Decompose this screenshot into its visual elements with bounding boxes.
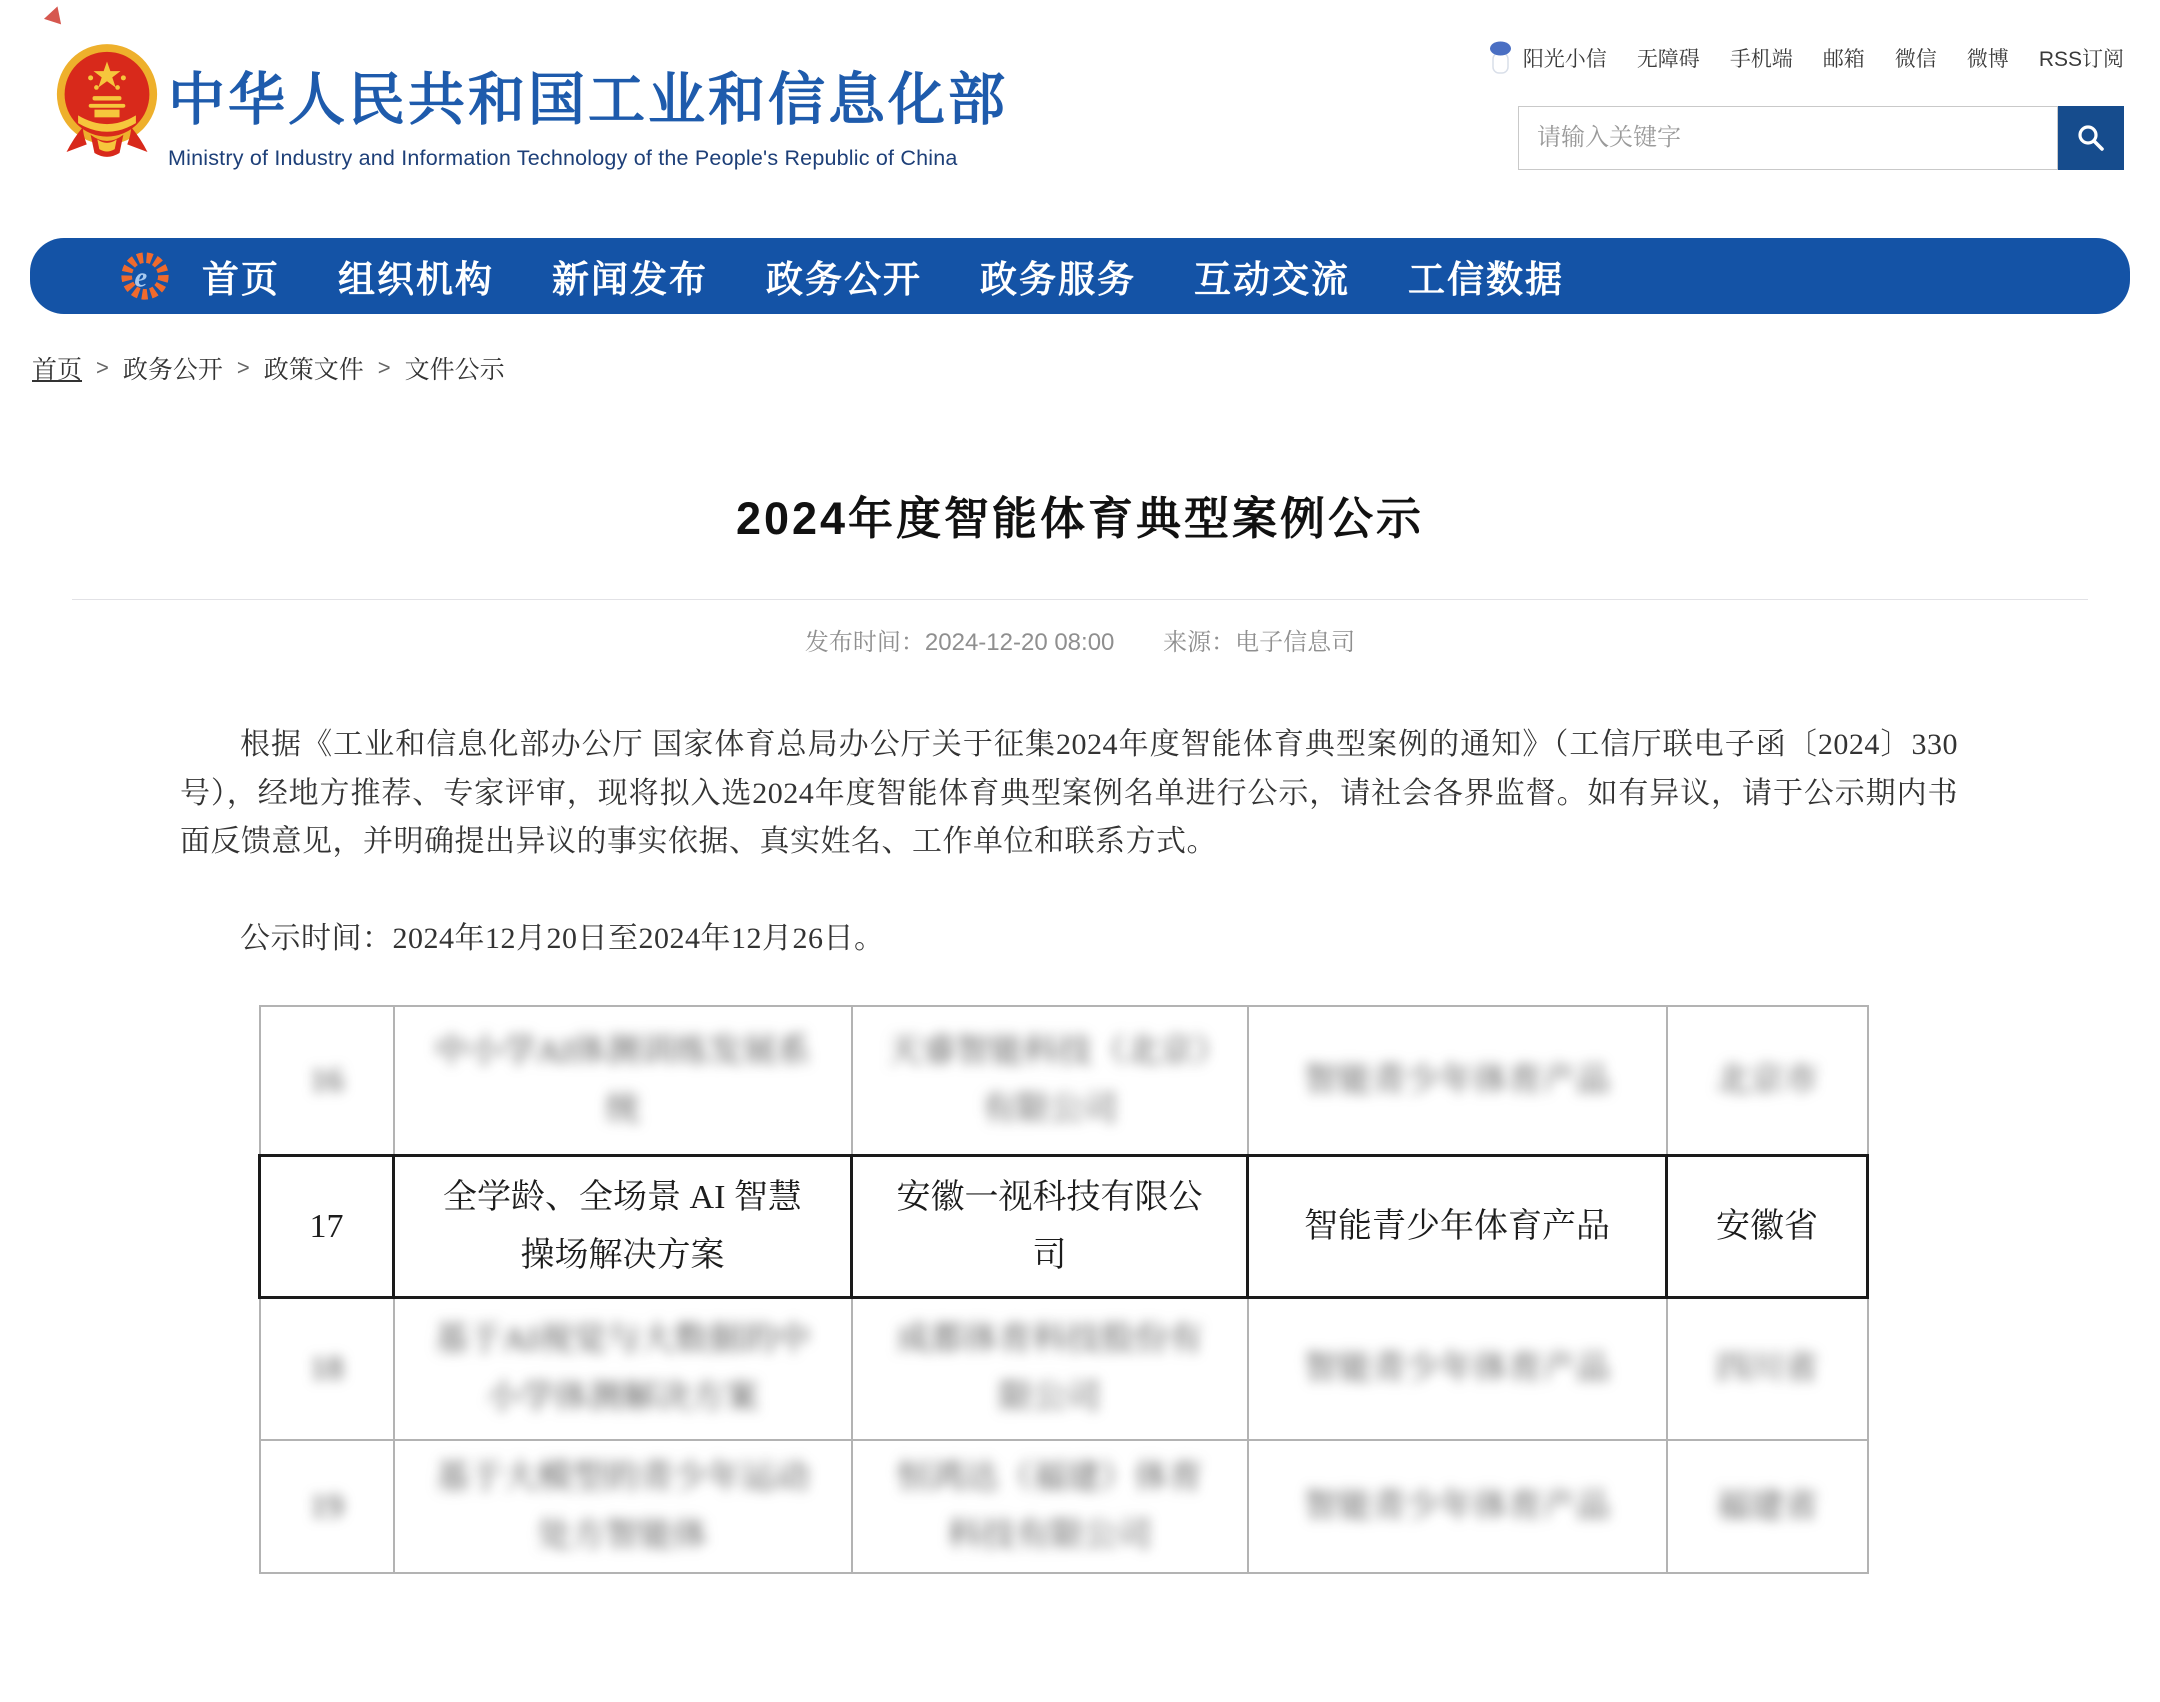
page-title: 2024年度智能体育典型案例公示	[735, 493, 1425, 544]
site-title-block	[168, 54, 1008, 171]
cell-case-name: 基于AI视觉与大数据的中小学体测解决方案	[394, 1298, 852, 1440]
cell-case-name: 全学龄、全场景 AI 智慧操场解决方案	[394, 1156, 852, 1298]
cell-serial: 17	[260, 1156, 394, 1298]
quick-link-4[interactable]: 邮箱	[1822, 48, 1865, 71]
main-nav-items	[202, 249, 1564, 303]
cell-serial: 16	[260, 1006, 394, 1156]
search-icon	[2076, 123, 2106, 153]
article-paragraph: 根据《工业和信息化部办公厅 国家体育总局办公厅关于征集2024年度智能体育典型案例的通知》（工信厅联电子函〔2024〕330号），经地方推荐、专家评审，现将拟入选2024年度智能体育典型案例名单进行公示，请社会各界监督。如有异议，请于公示期内书面反馈意见，并明确提出异议的事实依据、真实姓名、工作单位和联系方式。	[180, 728, 1958, 859]
nav-item-6[interactable]: 互动交流	[1194, 259, 1350, 300]
site-subtitle: Ministry of Industry and Information Technology of the People's Republic of China	[168, 146, 958, 170]
mascot-icon	[1487, 40, 1513, 76]
breadcrumb-item-4[interactable]: 文件公示	[404, 356, 505, 384]
breadcrumb-separator: >	[377, 355, 391, 380]
quick-link-5[interactable]: 微信	[1894, 48, 1937, 71]
nav-item-2[interactable]: 组织机构	[338, 259, 494, 300]
cell-province: 安徽省	[1667, 1156, 1868, 1298]
nav-item-5[interactable]: 政务服务	[980, 259, 1136, 300]
case-table	[258, 1005, 1869, 1575]
cell-category: 智能青少年体育产品	[1248, 1440, 1667, 1574]
quick-links	[1487, 40, 2124, 76]
case-table-wrap	[258, 1005, 2160, 1575]
breadcrumb-item-2[interactable]: 政务公开	[122, 356, 223, 384]
quick-link-6[interactable]: 微博	[1966, 48, 2009, 71]
nav-item-3[interactable]: 新闻发布	[552, 259, 708, 300]
site-header	[0, 0, 2160, 238]
cell-category: 智能青少年体育产品	[1248, 1156, 1667, 1298]
cell-company: 安徽一视科技有限公司	[852, 1156, 1248, 1298]
cell-company: 成都体育科技股份有限公司	[852, 1298, 1248, 1440]
quick-link-2[interactable]: 无障碍	[1636, 48, 1700, 71]
cell-serial: 18	[260, 1298, 394, 1440]
breadcrumb-item-1[interactable]: 首页	[32, 356, 83, 384]
cell-case-name: 基于大模型的青少年运动处方智能体	[394, 1440, 852, 1574]
cell-case-name: 中小学AI体测训练发展系统	[394, 1006, 852, 1156]
cell-category: 智能青少年体育产品	[1248, 1006, 1667, 1156]
cell-province: 福建省	[1667, 1440, 1868, 1574]
site-title: 中华人民共和国工业和信息化部	[168, 68, 1008, 132]
table-row-19	[260, 1440, 1868, 1574]
main-nav	[30, 238, 2130, 314]
nav-item-7[interactable]: 工信数据	[1408, 259, 1564, 300]
cell-serial: 19	[260, 1440, 394, 1574]
quick-link-3[interactable]: 手机端	[1729, 48, 1793, 71]
nav-item-1[interactable]: 首页	[202, 259, 280, 300]
cell-company: 恒鸿达（福建）体育科技有限公司	[852, 1440, 1248, 1574]
title-divider	[72, 599, 2088, 600]
search-input[interactable]	[1518, 106, 2058, 170]
search-bar	[1518, 106, 2124, 170]
case-table-body	[260, 1006, 1868, 1574]
table-row-18	[260, 1298, 1868, 1440]
cell-category: 智能青少年体育产品	[1248, 1298, 1667, 1440]
article	[0, 482, 2160, 1574]
national-emblem-logo	[54, 38, 160, 167]
publish-time: 发布时间：2024-12-20 08:00	[804, 629, 1115, 656]
svg-text:e: e	[134, 261, 148, 294]
table-row-17	[260, 1156, 1868, 1298]
breadcrumb-item-3[interactable]: 政策文件	[263, 356, 364, 384]
breadcrumb-separator: >	[96, 355, 109, 380]
notice-period: 公示时间：2024年12月20日至2024年12月26日。	[240, 921, 885, 955]
quick-link-1[interactable]: 阳光小信	[1522, 48, 1607, 71]
cell-company: 天睿智能科技（北京）有限公司	[852, 1006, 1248, 1156]
cell-province: 北京市	[1667, 1006, 1868, 1156]
breadcrumb	[32, 350, 2160, 386]
quick-link-7[interactable]: RSS订阅	[2038, 48, 2124, 71]
nav-item-4[interactable]: 政务公开	[766, 259, 922, 300]
publish-source: 来源：电子信息司	[1163, 629, 1356, 656]
breadcrumb-separator: >	[236, 355, 250, 380]
table-row-16	[260, 1006, 1868, 1156]
miit-gear-icon	[118, 249, 172, 303]
publish-info	[0, 622, 2160, 657]
cell-province: 四川省	[1667, 1298, 1868, 1440]
search-button[interactable]	[2058, 106, 2124, 170]
